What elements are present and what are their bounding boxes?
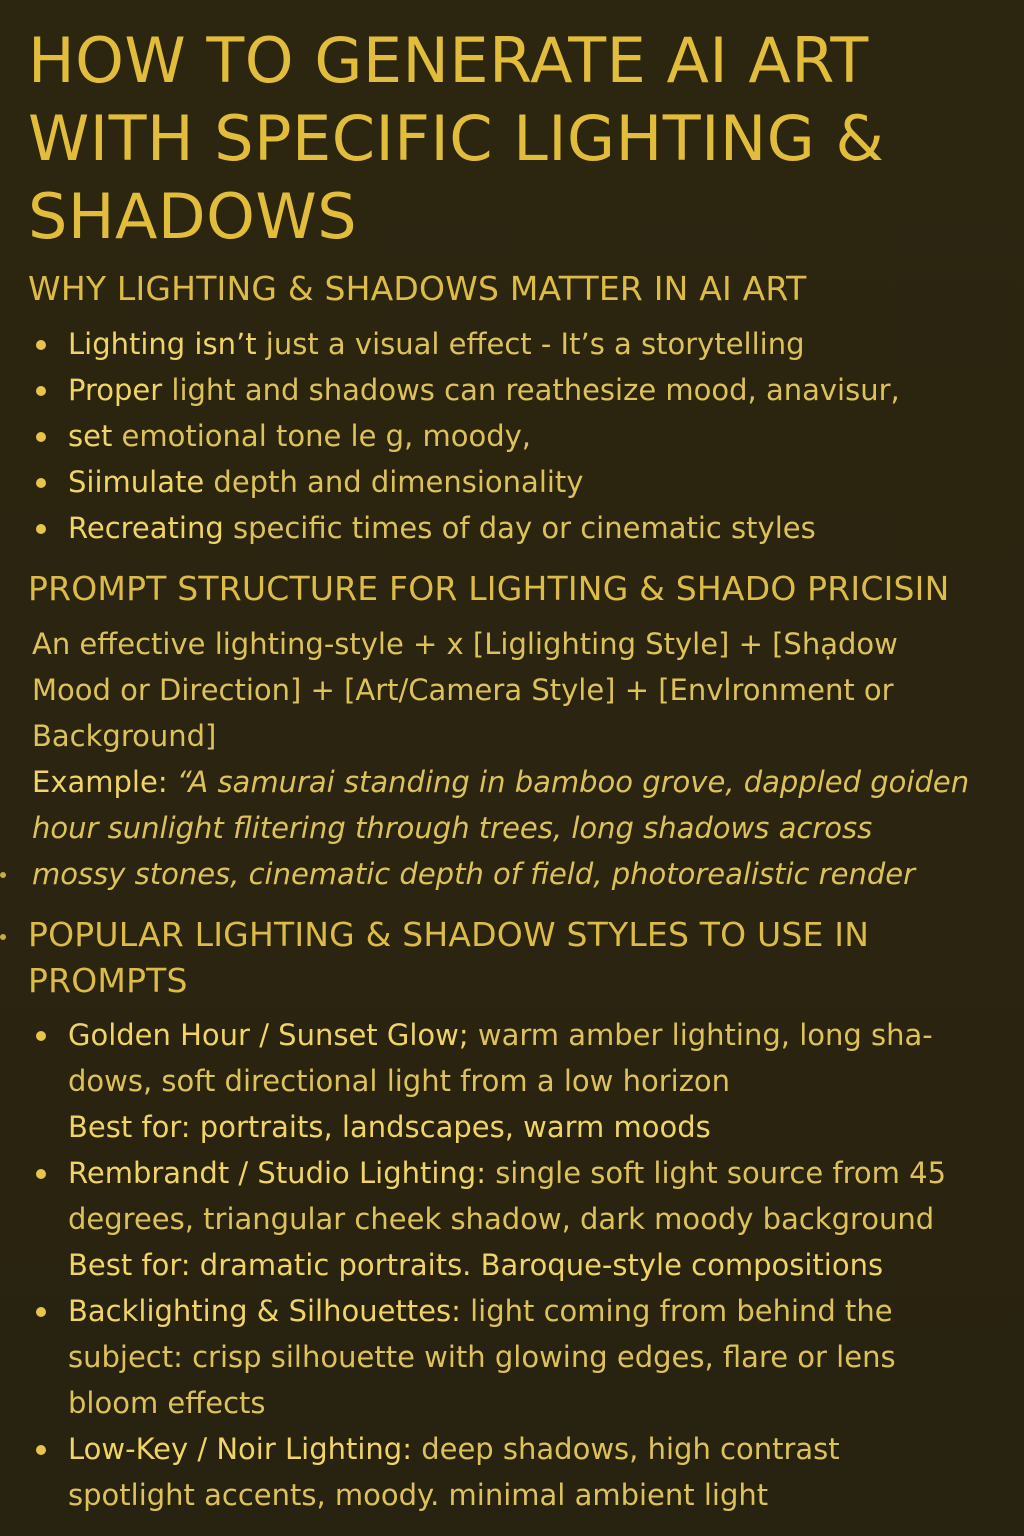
bullet-icon <box>36 432 46 442</box>
heading-line-1: POPULAR LIGHTING & SHADOW STYLES TO USE IN <box>28 915 870 954</box>
style-desc-line: dows, soft directional light from a low horizon <box>68 1064 731 1098</box>
item-text: just a visual effect - It’s a storytelling <box>256 327 805 361</box>
bullet-icon <box>36 386 46 396</box>
section-heading-popular-styles <box>28 912 869 1004</box>
list-item-low-key <box>30 1426 998 1518</box>
example-label: Example: <box>32 765 168 799</box>
bullet-icon <box>36 340 46 350</box>
title-line-1: HOW TO GENERATE AI ART <box>28 24 869 97</box>
heading-line-2: PROMPTS <box>28 961 188 1000</box>
item-lead: set <box>68 419 113 453</box>
style-desc-line: deep shadows, high contrast <box>411 1432 840 1466</box>
style-desc-line: spotlight accents, moody. minimal ambient light <box>68 1478 769 1512</box>
item-lead: Siimulate <box>68 465 205 499</box>
example-line-3: mossy stones, cinematic depth of field, photorealistic render <box>32 857 915 891</box>
style-name: Golden Hour / Sunset Glow; <box>68 1018 469 1052</box>
style-desc-line: bloom effects <box>68 1386 266 1420</box>
title-line-2: WITH SPECIFIC LIGHTING & <box>28 102 885 175</box>
item-text: emotional tone le g, moody, <box>112 419 532 453</box>
style-desc-line: light coming from behind the <box>460 1294 893 1328</box>
title-line-3: SHADOWS <box>28 180 358 253</box>
style-desc-line: single soft light source from 45 <box>485 1156 947 1190</box>
section-heading-why: WHY LIGHTING & SHADOWS MATTER IN AI ART <box>28 269 807 308</box>
style-name: Low-Key / Noir Lighting: <box>68 1432 412 1466</box>
styles-list <box>30 1012 998 1518</box>
stray-bullet-mark <box>0 872 6 878</box>
style-name: Backlighting & Silhouettes: <box>68 1294 461 1328</box>
example-line-2: hour sunlight flitering through trees, long shadows across <box>32 811 873 845</box>
structure-line-1: An effective lighting-style + x [Liglighting Style] + [Shạdow <box>32 627 898 661</box>
item-lead: Recreating <box>68 511 224 545</box>
prompt-structure-text <box>32 621 1012 897</box>
bullet-icon <box>36 1307 46 1317</box>
structure-line-3: Background] <box>32 719 217 753</box>
example-line-1: “A samurai standing in bamboo grove, dappled goiden <box>167 765 970 799</box>
item-lead: Proper <box>68 373 163 407</box>
item-lead: Lighting isn’t <box>68 327 257 361</box>
item-text: specific times of day or cinematic styles <box>223 511 816 545</box>
style-desc-line: warm amber lighting, long sha- <box>468 1018 933 1052</box>
bullet-icon <box>36 478 46 488</box>
best-for-text: Best for: portraits, landscapes, warm moods <box>68 1110 711 1144</box>
bullet-icon <box>36 1445 46 1455</box>
style-desc-line: subject: crisp silhouette with glowing edges, flare or lens <box>68 1340 896 1374</box>
style-desc-line: degrees, triangular cheek shadow, dark moody background <box>68 1202 935 1236</box>
item-text: depth and dimensionality <box>204 465 584 499</box>
style-name: Rembrandt / Studio Lighting: <box>68 1156 486 1190</box>
best-for-text: Best for: dramatic portraits. Baroque-style compositions <box>68 1248 884 1282</box>
list-item <box>30 321 900 367</box>
bullet-icon <box>36 524 46 534</box>
stray-bullet-mark <box>0 934 6 940</box>
section-heading-prompt-structure: PROMPT STRUCTURE FOR LIGHTING & SHADO PRICISIN <box>28 569 950 608</box>
why-list <box>30 321 900 551</box>
structure-line-2: Mood or Direction] + [Art/Camera Style] + [Envlronment or <box>32 673 894 707</box>
list-item-rembrandt <box>30 1150 998 1288</box>
list-item-golden-hour <box>30 1012 998 1150</box>
item-text: light and shadows can reathesize mood, anavisur, <box>162 373 900 407</box>
bullet-icon <box>36 1031 46 1041</box>
list-item-backlighting <box>30 1288 998 1426</box>
list-item <box>30 413 900 459</box>
bullet-icon <box>36 1169 46 1179</box>
list-item <box>30 505 900 551</box>
page-title <box>28 22 1008 256</box>
list-item <box>30 367 900 413</box>
list-item <box>30 459 900 505</box>
